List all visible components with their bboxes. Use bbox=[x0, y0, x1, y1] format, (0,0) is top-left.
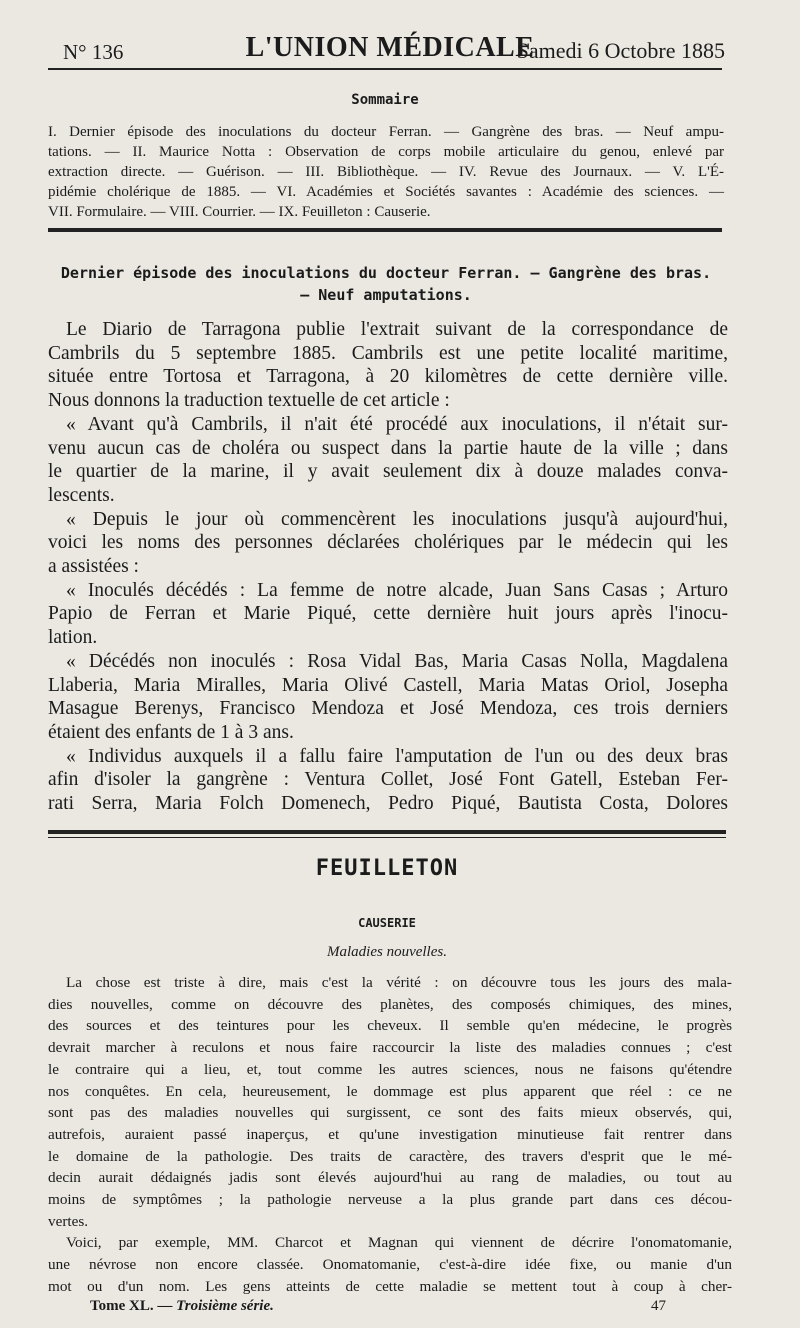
sommaire-rule bbox=[48, 228, 722, 232]
article-line: « Individus auxquels il a fallu faire l'amputation de l'un ou des deux bras bbox=[66, 745, 728, 767]
issue-number: N° 136 bbox=[63, 40, 124, 64]
article-heading bbox=[48, 262, 724, 306]
footer-tome: Tome XL. — bbox=[90, 1298, 173, 1314]
article-line: a assistées : bbox=[48, 556, 139, 578]
article-line: « Inoculés décédés : La femme de notre alcade, Juan Sans Casas ; Arturo bbox=[66, 579, 728, 601]
feuilleton-line: autrefois, auraient passé inaperçus, et qu'une investigation minutieuse fait rentrer dans bbox=[48, 1125, 732, 1143]
feuilleton-line: devrait marcher à reculons et nous faire raccourcir la liste des maladies connues ; c'est bbox=[48, 1039, 732, 1057]
article-heading-line: — Neuf amputations. bbox=[300, 286, 472, 304]
feuilleton-line: La chose est triste à dire, mais c'est la vérité : on découvre tous les jours des mala- bbox=[66, 974, 732, 991]
article-line: lescents. bbox=[48, 484, 115, 506]
sommaire-line: extraction directe. — Guérison. — III. Bibliothèque. — IV. Revue des Journaux. — V. L'É- bbox=[48, 164, 724, 180]
article-line: voici les noms des personnes déclarées cholériques par le médecin qui les bbox=[48, 532, 728, 554]
header-rule bbox=[48, 68, 722, 70]
sommaire-line: pidémie cholérique de 1885. — VI. Académies et Sociétés savantes : Académie des sciences. — bbox=[48, 184, 724, 200]
article-line: Nous donnons la traduction textuelle de cet article : bbox=[48, 390, 450, 412]
masthead bbox=[55, 30, 725, 64]
feuilleton-line: le contraire qui a lieu, et, tout comme les autres sciences, nous ne faisons qu'étendre bbox=[48, 1060, 732, 1078]
article-body bbox=[48, 318, 728, 816]
feuilleton-line: dies nouvelles, comme on découvre des planètes, des composés chimiques, des mines, bbox=[48, 995, 732, 1013]
journal-title: L'UNION MÉDICALE bbox=[245, 32, 535, 63]
sommaire-line: tations. — II. Maurice Notta : Observation de corps mobile articulaire du genou, enlevé par bbox=[48, 144, 724, 160]
article-line: « Depuis le jour où commencèrent les inoculations jusqu'à aujourd'hui, bbox=[66, 508, 728, 530]
sommaire-line: I. Dernier épisode des inoculations du docteur Ferran. — Gangrène des bras. — Neuf ampu- bbox=[48, 124, 724, 140]
article-line: le quartier de la marine, il y avait seulement dix à douze malades conva- bbox=[48, 461, 728, 483]
feuilleton-line: le domaine de la pathologie. Des traits de caractère, des travers d'esprit que le mé- bbox=[48, 1147, 732, 1165]
article-line: Llaberia, Maria Miralles, Maria Olivé Castell, Maria Matas Oriol, Josepha bbox=[48, 674, 728, 696]
feuilleton-line: des sources et des teintures pour les cheveux. Il semble qu'en médecine, le progrès bbox=[48, 1017, 732, 1035]
article-line: lation. bbox=[48, 627, 98, 649]
article-line: rati Serra, Maria Folch Domenech, Pedro Piqué, Bautista Costa, Dolores bbox=[48, 793, 728, 815]
article-line: Cambrils du 5 septembre 1885. Cambrils est une petite localité maritime, bbox=[48, 342, 728, 364]
article-line: située entre Tortosa et Tarragona, à 20 kilomètres de cette dernière ville. bbox=[48, 366, 728, 388]
page-footer bbox=[90, 1298, 666, 1315]
feuilleton-subtitle: Maladies nouvelles. bbox=[327, 944, 447, 960]
page-number: 47 bbox=[651, 1298, 666, 1314]
article-line: Le Diario de Tarragona publie l'extrait suivant de la correspondance de bbox=[66, 319, 728, 340]
sommaire-heading: Sommaire bbox=[351, 92, 419, 108]
feuilleton-line: Voici, par exemple, MM. Charcot et Magnan qui viennent de décrire l'onomatomanie, bbox=[66, 1234, 732, 1252]
article-line: afin d'isoler la gangrène : Ventura Collet, José Font Gatell, Esteban Fer- bbox=[48, 769, 728, 791]
feuilleton-line: nos conquêtes. En cela, heureusement, le dommage est plus apparent que réel : ce ne bbox=[48, 1082, 732, 1100]
feuilleton-line: sont pas des maladies nouvelles qui surgissent, ce sont des faits mieux observés, qui, bbox=[48, 1104, 732, 1122]
article-line: « Avant qu'à Cambrils, il n'ait été procédé aux inoculations, il n'était sur- bbox=[66, 413, 728, 435]
article-line: Papio de Ferran et Marie Piqué, cette dernière huit jours après l'inocu- bbox=[48, 603, 728, 625]
feuilleton-line: mot ou d'un nom. Les gens atteints de cette maladie se mettent tout à coup à cher- bbox=[48, 1277, 732, 1295]
article-heading-line: Dernier épisode des inoculations du docteur Ferran. — Gangrène des bras. bbox=[60, 264, 712, 282]
article-line: « Décédés non inoculés : Rosa Vidal Bas, Maria Casas Nolla, Magdalena bbox=[66, 650, 728, 672]
sommaire-line: VII. Formulaire. — VIII. Courrier. — IX. Feuilleton : Causerie. bbox=[48, 204, 431, 220]
article-line: venu aucun cas de choléra ou suspect dans la partie haute de la ville ; dans bbox=[48, 437, 728, 459]
feuilleton-body bbox=[48, 972, 732, 1298]
feuilleton-line: moins de symptômes ; la pathologie nerveuse a la plus grande part dans ces décou- bbox=[48, 1191, 732, 1209]
feuilleton-line: decin aurait dédaignés jadis sont élevés aujourd'hui au rang de maladies, ou tout au bbox=[48, 1169, 732, 1187]
article-line: Masague Berenys, Francisco Mendoza et José Mendoza, ces trois derniers bbox=[48, 698, 728, 720]
causerie-heading: CAUSERIE bbox=[358, 916, 416, 930]
issue-date: Samedi 6 Octobre 1885 bbox=[516, 38, 725, 63]
feuilleton-heading: FEUILLETON bbox=[315, 856, 459, 881]
footer-series: Troisième série. bbox=[176, 1298, 274, 1314]
feuilleton-rule bbox=[48, 830, 726, 834]
feuilleton-line: vertes. bbox=[48, 1212, 89, 1230]
article-line: étaient des enfants de 1 à 3 ans. bbox=[48, 721, 294, 743]
feuilleton-line: une névrose non encore classée. Onomatomanie, c'est-à-dire idée fixe, ou manie d'un bbox=[48, 1256, 732, 1274]
sommaire-text bbox=[48, 122, 724, 222]
feuilleton-rule-thin bbox=[48, 837, 726, 838]
